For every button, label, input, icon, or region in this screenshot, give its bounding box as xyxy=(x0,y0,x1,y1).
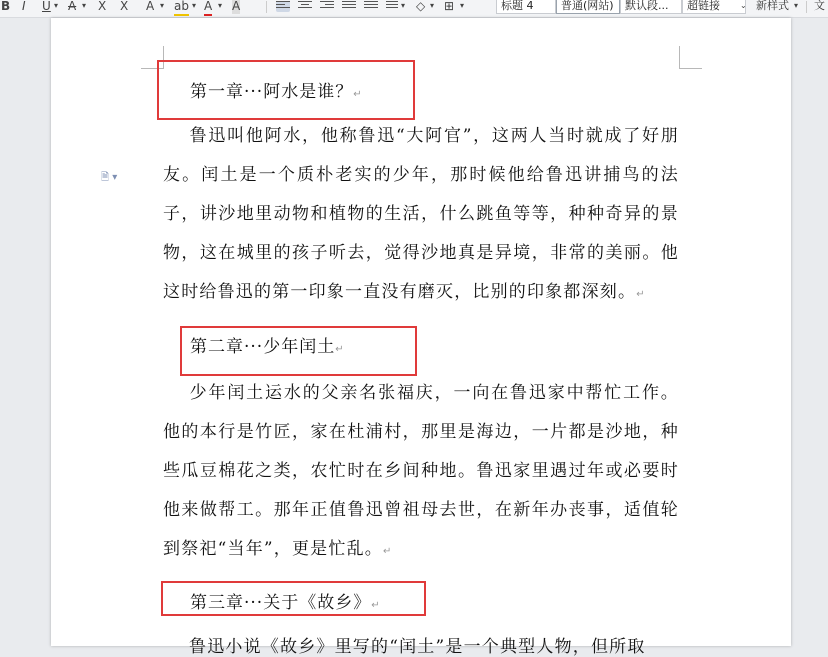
chapter2-paragraph xyxy=(163,374,679,571)
align-right-button[interactable] xyxy=(320,1,334,12)
new-style-button[interactable]: 新样式 xyxy=(756,0,789,12)
paragraph-mark: ↵ xyxy=(382,546,393,557)
text-tool-label[interactable]: 文 xyxy=(814,0,825,12)
align-left-button[interactable] xyxy=(276,1,290,12)
style-heading4[interactable]: 标题 4 xyxy=(496,0,556,14)
toolbar-divider xyxy=(266,1,267,13)
chapter1-paragraph xyxy=(163,117,679,314)
strikethrough-button[interactable]: A xyxy=(68,0,77,13)
chapter3-title-text: 第三章···关于《故乡》 xyxy=(190,593,372,613)
align-center-button[interactable] xyxy=(298,1,312,12)
borders-icon[interactable]: ⊞ xyxy=(444,0,455,13)
chapter2-text: 少年闰土运水的父亲名张福庆，一向在鲁迅家中帮忙工作。他的本行是竹匠，家在杜浦村，那里是海边，一片都是沙地，种些瓜豆棉花之类，农忙时在乡间种地。鲁迅家里遇过年或必要时他来做帮工。那年正值鲁迅曾祖母去世，在新年办丧事，适值轮到祭祀“当年”，更是忙乱。 xyxy=(163,383,679,559)
font-color-button[interactable]: A xyxy=(204,0,212,16)
distribute-button[interactable] xyxy=(364,1,378,12)
justify-button[interactable] xyxy=(342,1,356,12)
subscript-button[interactable]: X xyxy=(120,0,129,13)
document-page[interactable] xyxy=(51,18,791,657)
paragraph-mark: ↵ xyxy=(353,89,363,100)
chapter3-text: 鲁迅小说《故乡》里写的“闰土”是一个典型人物，但所取 xyxy=(189,637,646,657)
italic-button[interactable]: I xyxy=(22,0,26,13)
text-effect-button[interactable]: A xyxy=(146,0,155,13)
line-spacing-dropdown-icon[interactable]: ▾ xyxy=(401,1,406,10)
chapter1-title xyxy=(190,77,363,102)
styles-dropdown-icon[interactable]: ⌄ xyxy=(740,1,747,10)
style-normal-web[interactable]: 普通(网站) xyxy=(556,0,620,14)
chapter1-text: 鲁迅叫他阿水，他称鲁迅“大阿官”，这两人当时就成了好朋友。闰土是一个质朴老实的少年，那时候他给鲁迅讲捕鸟的法子，讲沙地里动物和植物的生活，什么跳鱼等等，种种奇异的景物，这在城里的孩子听去，觉得沙地真是异境，非常的美丽。他这时给鲁迅的第一印象一直没有磨灭，比别的印象都深刻。 xyxy=(163,126,679,302)
char-shading-button[interactable]: A xyxy=(232,0,241,13)
strikethrough-dropdown-icon[interactable]: ▾ xyxy=(82,1,87,10)
new-style-dropdown-icon[interactable]: ▾ xyxy=(794,1,799,10)
borders-dropdown-icon[interactable]: ▾ xyxy=(460,1,465,10)
chapter2-title-text: 第二章···少年闰土 xyxy=(190,337,336,357)
highlight-dropdown-icon[interactable]: ▾ xyxy=(192,1,197,10)
underline-dropdown-icon[interactable]: ▾ xyxy=(54,1,59,10)
toolbar-divider xyxy=(806,1,807,13)
text-effect-dropdown-icon[interactable]: ▾ xyxy=(160,1,165,10)
chapter3-title xyxy=(190,588,381,613)
shading-dropdown-icon[interactable]: ▾ xyxy=(430,1,435,10)
paragraph-mark: ↵ xyxy=(335,344,345,355)
underline-button[interactable]: U xyxy=(42,0,51,13)
paragraph-layout-icon[interactable]: 🗎 ▾ xyxy=(101,172,118,183)
style-hyperlink[interactable]: 超链接 xyxy=(682,0,746,14)
style-default-para[interactable]: 默认段... xyxy=(620,0,682,14)
margin-corner-top-right xyxy=(679,46,702,69)
paragraph-mark: ↵ xyxy=(371,600,381,611)
chapter2-title xyxy=(190,332,345,357)
chapter3-paragraph xyxy=(163,632,646,657)
superscript-button[interactable]: X xyxy=(98,0,107,13)
font-color-dropdown-icon[interactable]: ▾ xyxy=(218,1,223,10)
chapter1-title-text: 第一章···阿水是谁？ xyxy=(190,82,354,102)
highlight-button[interactable]: ab xyxy=(174,0,189,16)
ribbon-toolbar xyxy=(0,0,828,18)
bold-button[interactable]: B xyxy=(1,0,11,13)
paragraph-mark: ↵ xyxy=(636,289,646,300)
shading-icon[interactable]: ◇ xyxy=(416,0,426,13)
line-spacing-button[interactable] xyxy=(386,1,400,12)
